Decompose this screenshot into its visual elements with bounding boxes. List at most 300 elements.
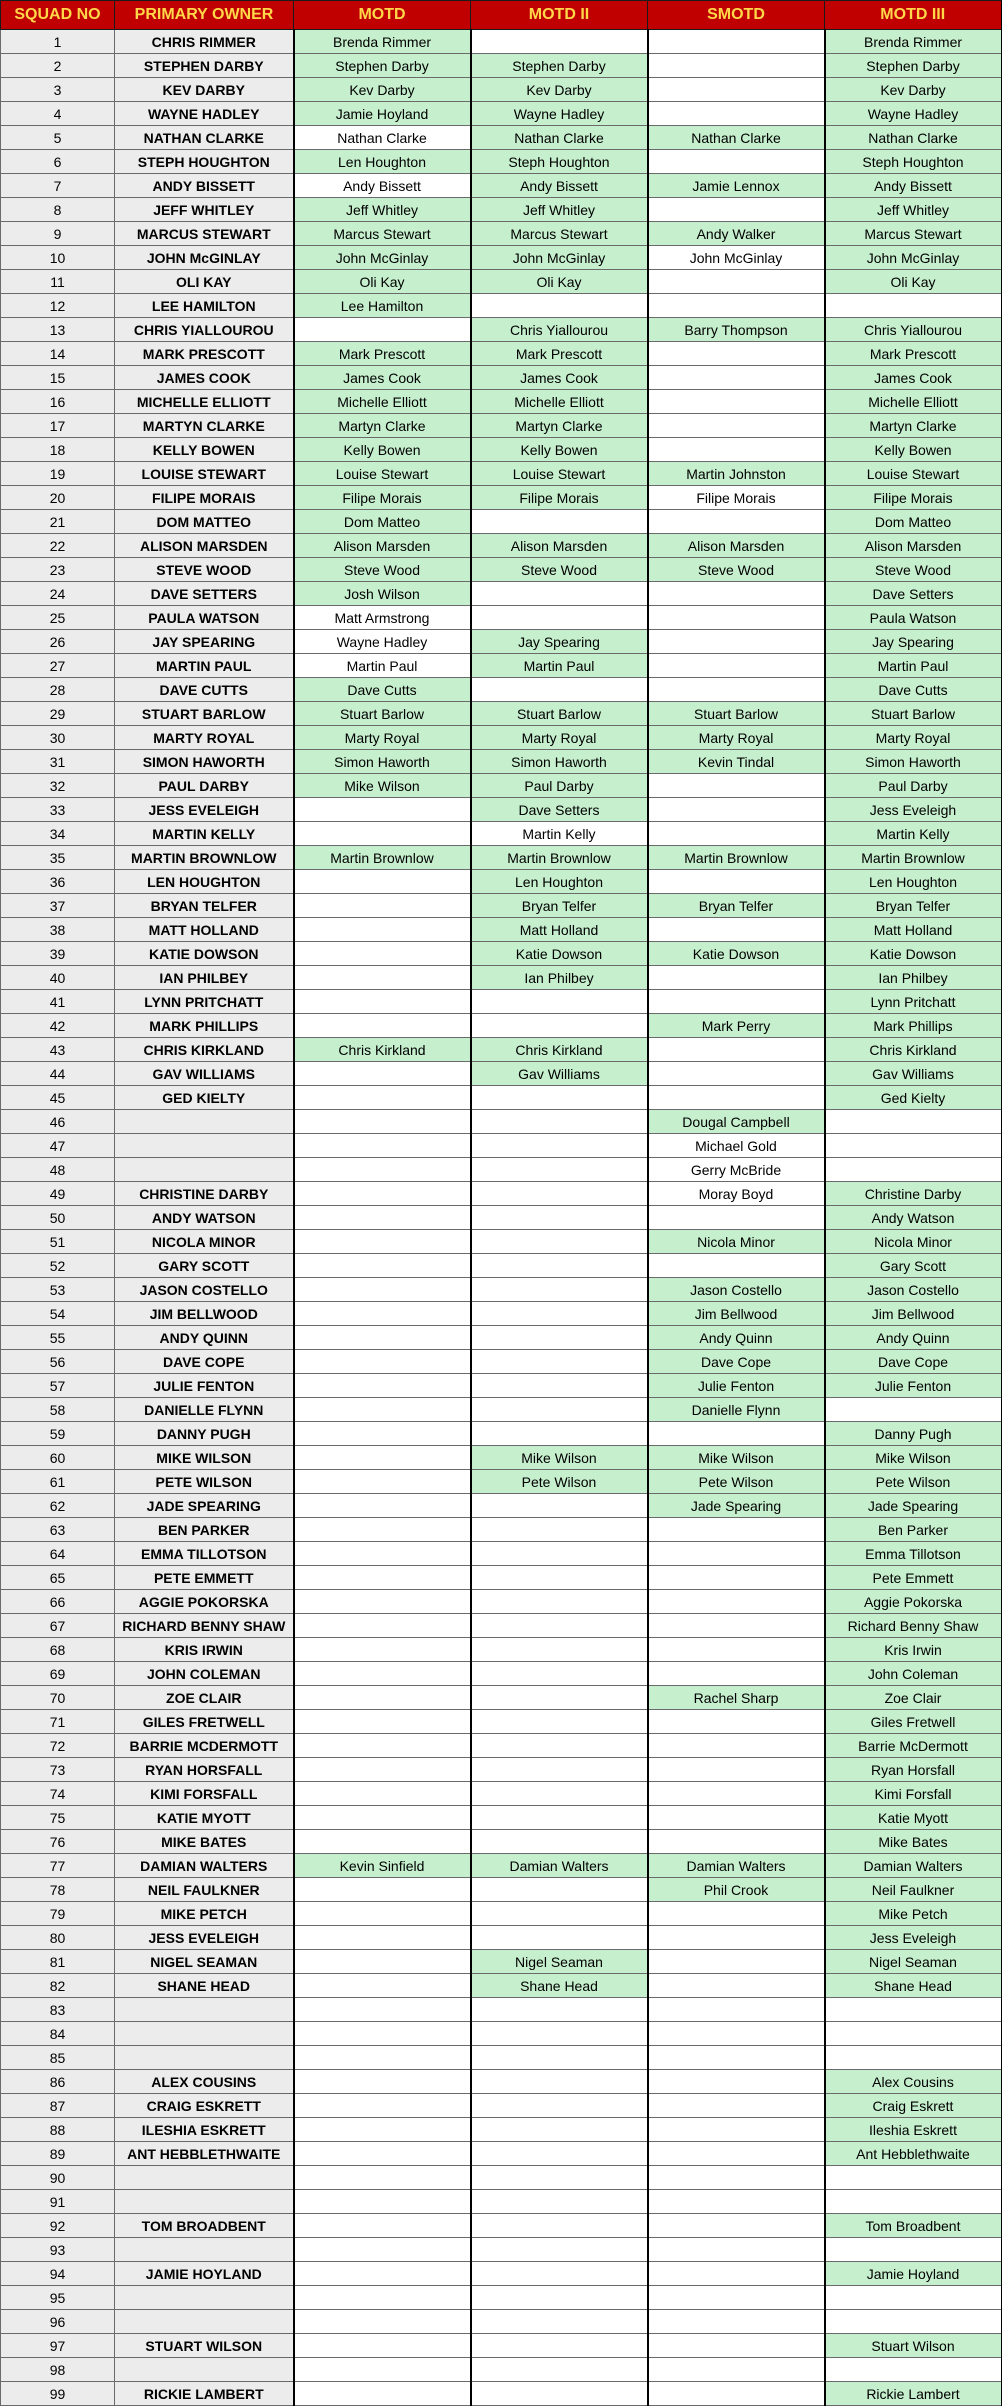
primary-owner-cell[interactable]: JULIE FENTON <box>115 1374 294 1398</box>
squad-no-cell[interactable]: 35 <box>1 846 115 870</box>
primary-owner-cell[interactable]: DOM MATTEO <box>115 510 294 534</box>
header-motd[interactable]: MOTD <box>294 1 471 30</box>
primary-owner-cell[interactable]: JAY SPEARING <box>115 630 294 654</box>
squad-no-cell[interactable]: 10 <box>1 246 115 270</box>
motd-iii-cell[interactable]: Matt Holland <box>825 918 1002 942</box>
primary-owner-cell[interactable]: STEVE WOOD <box>115 558 294 582</box>
motd-iii-cell[interactable]: Bryan Telfer <box>825 894 1002 918</box>
motd-iii-cell[interactable]: Nicola Minor <box>825 1230 1002 1254</box>
primary-owner-cell[interactable]: EMMA TILLOTSON <box>115 1542 294 1566</box>
squad-no-cell[interactable]: 46 <box>1 1110 115 1134</box>
squad-no-cell[interactable]: 48 <box>1 1158 115 1182</box>
motd-iii-cell[interactable] <box>825 2046 1002 2070</box>
motd-cell[interactable] <box>294 2046 471 2070</box>
primary-owner-cell[interactable]: BRYAN TELFER <box>115 894 294 918</box>
smotd-cell[interactable] <box>648 1590 825 1614</box>
motd-cell[interactable] <box>294 2238 471 2262</box>
squad-no-cell[interactable]: 28 <box>1 678 115 702</box>
motd-cell[interactable] <box>294 1878 471 1902</box>
smotd-cell[interactable]: Marty Royal <box>648 726 825 750</box>
primary-owner-cell[interactable]: JASON COSTELLO <box>115 1278 294 1302</box>
primary-owner-cell[interactable]: NIGEL SEAMAN <box>115 1950 294 1974</box>
smotd-cell[interactable] <box>648 1710 825 1734</box>
primary-owner-cell[interactable]: BEN PARKER <box>115 1518 294 1542</box>
motd-cell[interactable] <box>294 2382 471 2406</box>
motd-ii-cell[interactable] <box>471 2382 648 2406</box>
motd-cell[interactable]: Nathan Clarke <box>294 126 471 150</box>
motd-cell[interactable] <box>294 1326 471 1350</box>
motd-ii-cell[interactable]: Katie Dowson <box>471 942 648 966</box>
motd-ii-cell[interactable] <box>471 2286 648 2310</box>
motd-ii-cell[interactable] <box>471 1206 648 1230</box>
motd-iii-cell[interactable]: Barrie McDermott <box>825 1734 1002 1758</box>
motd-cell[interactable] <box>294 2094 471 2118</box>
motd-cell[interactable] <box>294 1182 471 1206</box>
motd-iii-cell[interactable] <box>825 2238 1002 2262</box>
squad-no-cell[interactable]: 42 <box>1 1014 115 1038</box>
motd-cell[interactable]: Kev Darby <box>294 78 471 102</box>
motd-iii-cell[interactable]: James Cook <box>825 366 1002 390</box>
motd-iii-cell[interactable]: Ryan Horsfall <box>825 1758 1002 1782</box>
motd-ii-cell[interactable]: Marcus Stewart <box>471 222 648 246</box>
smotd-cell[interactable]: Pete Wilson <box>648 1470 825 1494</box>
header-smotd[interactable]: SMOTD <box>648 1 825 30</box>
motd-cell[interactable] <box>294 1710 471 1734</box>
motd-cell[interactable] <box>294 990 471 1014</box>
motd-iii-cell[interactable]: Len Houghton <box>825 870 1002 894</box>
motd-ii-cell[interactable]: Filipe Morais <box>471 486 648 510</box>
smotd-cell[interactable] <box>648 2238 825 2262</box>
smotd-cell[interactable] <box>648 1062 825 1086</box>
squad-no-cell[interactable]: 60 <box>1 1446 115 1470</box>
primary-owner-cell[interactable]: MARTIN BROWNLOW <box>115 846 294 870</box>
squad-no-cell[interactable]: 83 <box>1 1998 115 2022</box>
primary-owner-cell[interactable]: STUART WILSON <box>115 2334 294 2358</box>
motd-ii-cell[interactable] <box>471 294 648 318</box>
squad-no-cell[interactable]: 85 <box>1 2046 115 2070</box>
smotd-cell[interactable] <box>648 1614 825 1638</box>
motd-iii-cell[interactable]: Martin Paul <box>825 654 1002 678</box>
smotd-cell[interactable]: Danielle Flynn <box>648 1398 825 1422</box>
motd-iii-cell[interactable]: Stuart Wilson <box>825 2334 1002 2358</box>
smotd-cell[interactable] <box>648 510 825 534</box>
smotd-cell[interactable] <box>648 1926 825 1950</box>
motd-iii-cell[interactable]: Dave Cutts <box>825 678 1002 702</box>
motd-cell[interactable]: Oli Kay <box>294 270 471 294</box>
smotd-cell[interactable] <box>648 1518 825 1542</box>
smotd-cell[interactable] <box>648 150 825 174</box>
primary-owner-cell[interactable]: OLI KAY <box>115 270 294 294</box>
motd-cell[interactable] <box>294 1062 471 1086</box>
primary-owner-cell[interactable]: LYNN PRITCHATT <box>115 990 294 1014</box>
motd-ii-cell[interactable] <box>471 1830 648 1854</box>
motd-cell[interactable] <box>294 894 471 918</box>
smotd-cell[interactable]: Katie Dowson <box>648 942 825 966</box>
motd-ii-cell[interactable] <box>471 1902 648 1926</box>
motd-ii-cell[interactable] <box>471 1686 648 1710</box>
motd-iii-cell[interactable]: Danny Pugh <box>825 1422 1002 1446</box>
squad-no-cell[interactable]: 88 <box>1 2118 115 2142</box>
motd-ii-cell[interactable] <box>471 2094 648 2118</box>
motd-cell[interactable]: Simon Haworth <box>294 750 471 774</box>
smotd-cell[interactable] <box>648 654 825 678</box>
smotd-cell[interactable]: Moray Boyd <box>648 1182 825 1206</box>
primary-owner-cell[interactable]: RYAN HORSFALL <box>115 1758 294 1782</box>
smotd-cell[interactable]: Michael Gold <box>648 1134 825 1158</box>
motd-iii-cell[interactable]: Steph Houghton <box>825 150 1002 174</box>
smotd-cell[interactable] <box>648 2310 825 2334</box>
smotd-cell[interactable] <box>648 78 825 102</box>
smotd-cell[interactable] <box>648 1734 825 1758</box>
squad-no-cell[interactable]: 64 <box>1 1542 115 1566</box>
motd-ii-cell[interactable] <box>471 2190 648 2214</box>
motd-ii-cell[interactable] <box>471 1230 648 1254</box>
motd-iii-cell[interactable]: Simon Haworth <box>825 750 1002 774</box>
primary-owner-cell[interactable]: MARCUS STEWART <box>115 222 294 246</box>
motd-cell[interactable]: Jamie Hoyland <box>294 102 471 126</box>
motd-ii-cell[interactable] <box>471 2142 648 2166</box>
motd-iii-cell[interactable]: Mark Prescott <box>825 342 1002 366</box>
motd-cell[interactable]: Kelly Bowen <box>294 438 471 462</box>
squad-no-cell[interactable]: 92 <box>1 2214 115 2238</box>
primary-owner-cell[interactable]: JAMIE HOYLAND <box>115 2262 294 2286</box>
motd-cell[interactable] <box>294 2118 471 2142</box>
motd-iii-cell[interactable]: Chris Kirkland <box>825 1038 1002 1062</box>
smotd-cell[interactable]: Damian Walters <box>648 1854 825 1878</box>
smotd-cell[interactable] <box>648 1950 825 1974</box>
motd-cell[interactable] <box>294 1470 471 1494</box>
motd-cell[interactable] <box>294 1374 471 1398</box>
squad-no-cell[interactable]: 58 <box>1 1398 115 1422</box>
motd-iii-cell[interactable]: Wayne Hadley <box>825 102 1002 126</box>
motd-cell[interactable] <box>294 1350 471 1374</box>
primary-owner-cell[interactable]: PETE EMMETT <box>115 1566 294 1590</box>
primary-owner-cell[interactable]: SHANE HEAD <box>115 1974 294 1998</box>
motd-ii-cell[interactable]: Stephen Darby <box>471 54 648 78</box>
motd-ii-cell[interactable]: Pete Wilson <box>471 1470 648 1494</box>
smotd-cell[interactable] <box>648 822 825 846</box>
motd-iii-cell[interactable]: Emma Tillotson <box>825 1542 1002 1566</box>
motd-cell[interactable] <box>294 1134 471 1158</box>
primary-owner-cell[interactable] <box>115 2166 294 2190</box>
primary-owner-cell[interactable]: NATHAN CLARKE <box>115 126 294 150</box>
primary-owner-cell[interactable]: GARY SCOTT <box>115 1254 294 1278</box>
motd-ii-cell[interactable]: Gav Williams <box>471 1062 648 1086</box>
primary-owner-cell[interactable]: RICKIE LAMBERT <box>115 2382 294 2406</box>
primary-owner-cell[interactable]: STEPH HOUGHTON <box>115 150 294 174</box>
motd-cell[interactable] <box>294 918 471 942</box>
motd-ii-cell[interactable] <box>471 1662 648 1686</box>
motd-ii-cell[interactable] <box>471 1278 648 1302</box>
motd-iii-cell[interactable]: Andy Bissett <box>825 174 1002 198</box>
squad-no-cell[interactable]: 74 <box>1 1782 115 1806</box>
motd-ii-cell[interactable] <box>471 2046 648 2070</box>
motd-ii-cell[interactable] <box>471 2070 648 2094</box>
smotd-cell[interactable] <box>648 366 825 390</box>
motd-cell[interactable]: Dom Matteo <box>294 510 471 534</box>
motd-cell[interactable]: Lee Hamilton <box>294 294 471 318</box>
motd-iii-cell[interactable]: Mark Phillips <box>825 1014 1002 1038</box>
primary-owner-cell[interactable]: PAUL DARBY <box>115 774 294 798</box>
motd-iii-cell[interactable]: Mike Petch <box>825 1902 1002 1926</box>
motd-iii-cell[interactable]: Jason Costello <box>825 1278 1002 1302</box>
primary-owner-cell[interactable]: PETE WILSON <box>115 1470 294 1494</box>
motd-iii-cell[interactable]: Richard Benny Shaw <box>825 1614 1002 1638</box>
smotd-cell[interactable] <box>648 2382 825 2406</box>
motd-cell[interactable]: Filipe Morais <box>294 486 471 510</box>
primary-owner-cell[interactable] <box>115 2238 294 2262</box>
squad-no-cell[interactable]: 63 <box>1 1518 115 1542</box>
motd-ii-cell[interactable]: Matt Holland <box>471 918 648 942</box>
motd-ii-cell[interactable]: Martin Kelly <box>471 822 648 846</box>
motd-ii-cell[interactable]: Ian Philbey <box>471 966 648 990</box>
smotd-cell[interactable]: Martin Johnston <box>648 462 825 486</box>
motd-iii-cell[interactable]: Steve Wood <box>825 558 1002 582</box>
squad-no-cell[interactable]: 17 <box>1 414 115 438</box>
motd-cell[interactable] <box>294 2190 471 2214</box>
motd-cell[interactable] <box>294 1638 471 1662</box>
motd-cell[interactable] <box>294 1494 471 1518</box>
motd-iii-cell[interactable] <box>825 294 1002 318</box>
motd-cell[interactable] <box>294 1446 471 1470</box>
motd-ii-cell[interactable]: John McGinlay <box>471 246 648 270</box>
primary-owner-cell[interactable]: GAV WILLIAMS <box>115 1062 294 1086</box>
primary-owner-cell[interactable]: JESS EVELEIGH <box>115 798 294 822</box>
squad-no-cell[interactable]: 75 <box>1 1806 115 1830</box>
motd-cell[interactable] <box>294 2286 471 2310</box>
motd-iii-cell[interactable]: Kelly Bowen <box>825 438 1002 462</box>
motd-cell[interactable] <box>294 2262 471 2286</box>
motd-cell[interactable] <box>294 1302 471 1326</box>
smotd-cell[interactable] <box>648 270 825 294</box>
primary-owner-cell[interactable]: DANNY PUGH <box>115 1422 294 1446</box>
primary-owner-cell[interactable]: KATIE DOWSON <box>115 942 294 966</box>
motd-cell[interactable] <box>294 966 471 990</box>
primary-owner-cell[interactable]: MIKE BATES <box>115 1830 294 1854</box>
squad-no-cell[interactable]: 49 <box>1 1182 115 1206</box>
smotd-cell[interactable] <box>648 2118 825 2142</box>
motd-ii-cell[interactable]: Oli Kay <box>471 270 648 294</box>
motd-iii-cell[interactable]: Filipe Morais <box>825 486 1002 510</box>
motd-ii-cell[interactable]: Kev Darby <box>471 78 648 102</box>
motd-ii-cell[interactable]: Shane Head <box>471 1974 648 1998</box>
primary-owner-cell[interactable]: CHRIS RIMMER <box>115 30 294 54</box>
motd-cell[interactable] <box>294 1206 471 1230</box>
squad-no-cell[interactable]: 31 <box>1 750 115 774</box>
motd-ii-cell[interactable] <box>471 2166 648 2190</box>
squad-no-cell[interactable]: 55 <box>1 1326 115 1350</box>
smotd-cell[interactable] <box>648 990 825 1014</box>
primary-owner-cell[interactable]: MATT HOLLAND <box>115 918 294 942</box>
squad-no-cell[interactable]: 82 <box>1 1974 115 1998</box>
smotd-cell[interactable] <box>648 774 825 798</box>
primary-owner-cell[interactable]: JAMES COOK <box>115 366 294 390</box>
smotd-cell[interactable]: Jamie Lennox <box>648 174 825 198</box>
primary-owner-cell[interactable] <box>115 1110 294 1134</box>
motd-cell[interactable]: Marcus Stewart <box>294 222 471 246</box>
motd-iii-cell[interactable] <box>825 2166 1002 2190</box>
smotd-cell[interactable]: Andy Quinn <box>648 1326 825 1350</box>
motd-cell[interactable]: Mike Wilson <box>294 774 471 798</box>
motd-ii-cell[interactable]: Jay Spearing <box>471 630 648 654</box>
motd-cell[interactable] <box>294 1614 471 1638</box>
motd-ii-cell[interactable]: Stuart Barlow <box>471 702 648 726</box>
motd-cell[interactable] <box>294 2310 471 2334</box>
motd-iii-cell[interactable]: Pete Emmett <box>825 1566 1002 1590</box>
smotd-cell[interactable] <box>648 1998 825 2022</box>
motd-ii-cell[interactable] <box>471 1494 648 1518</box>
smotd-cell[interactable]: Dave Cope <box>648 1350 825 1374</box>
motd-ii-cell[interactable] <box>471 1734 648 1758</box>
squad-no-cell[interactable]: 9 <box>1 222 115 246</box>
smotd-cell[interactable] <box>648 678 825 702</box>
motd-cell[interactable]: Mark Prescott <box>294 342 471 366</box>
motd-ii-cell[interactable]: Steve Wood <box>471 558 648 582</box>
motd-iii-cell[interactable]: Chris Yiallourou <box>825 318 1002 342</box>
motd-cell[interactable] <box>294 1902 471 1926</box>
primary-owner-cell[interactable] <box>115 1998 294 2022</box>
primary-owner-cell[interactable]: DANIELLE FLYNN <box>115 1398 294 1422</box>
motd-cell[interactable] <box>294 1086 471 1110</box>
squad-no-cell[interactable]: 14 <box>1 342 115 366</box>
motd-cell[interactable]: Wayne Hadley <box>294 630 471 654</box>
motd-iii-cell[interactable]: Stuart Barlow <box>825 702 1002 726</box>
motd-iii-cell[interactable]: Oli Kay <box>825 270 1002 294</box>
motd-iii-cell[interactable] <box>825 1998 1002 2022</box>
squad-no-cell[interactable]: 30 <box>1 726 115 750</box>
primary-owner-cell[interactable] <box>115 2358 294 2382</box>
squad-no-cell[interactable]: 33 <box>1 798 115 822</box>
motd-ii-cell[interactable]: Mark Prescott <box>471 342 648 366</box>
primary-owner-cell[interactable]: JOHN McGINLAY <box>115 246 294 270</box>
squad-no-cell[interactable]: 52 <box>1 1254 115 1278</box>
motd-cell[interactable] <box>294 1398 471 1422</box>
motd-ii-cell[interactable]: Bryan Telfer <box>471 894 648 918</box>
motd-iii-cell[interactable]: Stephen Darby <box>825 54 1002 78</box>
motd-iii-cell[interactable]: Gary Scott <box>825 1254 1002 1278</box>
smotd-cell[interactable] <box>648 414 825 438</box>
primary-owner-cell[interactable]: MARTIN KELLY <box>115 822 294 846</box>
squad-no-cell[interactable]: 57 <box>1 1374 115 1398</box>
squad-no-cell[interactable]: 98 <box>1 2358 115 2382</box>
squad-no-cell[interactable]: 62 <box>1 1494 115 1518</box>
motd-ii-cell[interactable] <box>471 1998 648 2022</box>
header-squad-no[interactable]: SQUAD NO <box>1 1 115 30</box>
motd-iii-cell[interactable]: Lynn Pritchatt <box>825 990 1002 1014</box>
squad-no-cell[interactable]: 39 <box>1 942 115 966</box>
motd-iii-cell[interactable]: Nigel Seaman <box>825 1950 1002 1974</box>
motd-cell[interactable] <box>294 2070 471 2094</box>
motd-cell[interactable] <box>294 1110 471 1134</box>
motd-iii-cell[interactable]: Marcus Stewart <box>825 222 1002 246</box>
motd-iii-cell[interactable]: Ant Hebblethwaite <box>825 2142 1002 2166</box>
primary-owner-cell[interactable]: NICOLA MINOR <box>115 1230 294 1254</box>
smotd-cell[interactable] <box>648 1254 825 1278</box>
smotd-cell[interactable]: Gerry McBride <box>648 1158 825 1182</box>
smotd-cell[interactable] <box>648 606 825 630</box>
motd-iii-cell[interactable]: John Coleman <box>825 1662 1002 1686</box>
motd-ii-cell[interactable] <box>471 1134 648 1158</box>
motd-iii-cell[interactable]: Jade Spearing <box>825 1494 1002 1518</box>
motd-iii-cell[interactable]: Andy Watson <box>825 1206 1002 1230</box>
motd-cell[interactable] <box>294 1422 471 1446</box>
motd-ii-cell[interactable] <box>471 1182 648 1206</box>
motd-ii-cell[interactable]: Simon Haworth <box>471 750 648 774</box>
motd-iii-cell[interactable]: Kris Irwin <box>825 1638 1002 1662</box>
primary-owner-cell[interactable]: JOHN COLEMAN <box>115 1662 294 1686</box>
squad-no-cell[interactable]: 93 <box>1 2238 115 2262</box>
motd-iii-cell[interactable]: Kev Darby <box>825 78 1002 102</box>
smotd-cell[interactable]: Jason Costello <box>648 1278 825 1302</box>
squad-no-cell[interactable]: 7 <box>1 174 115 198</box>
squad-no-cell[interactable]: 97 <box>1 2334 115 2358</box>
motd-cell[interactable] <box>294 2166 471 2190</box>
primary-owner-cell[interactable]: AGGIE POKORSKA <box>115 1590 294 1614</box>
motd-cell[interactable] <box>294 1686 471 1710</box>
primary-owner-cell[interactable]: WAYNE HADLEY <box>115 102 294 126</box>
squad-no-cell[interactable]: 61 <box>1 1470 115 1494</box>
motd-ii-cell[interactable] <box>471 1878 648 1902</box>
smotd-cell[interactable] <box>648 798 825 822</box>
primary-owner-cell[interactable]: IAN PHILBEY <box>115 966 294 990</box>
primary-owner-cell[interactable]: MARK PRESCOTT <box>115 342 294 366</box>
motd-cell[interactable]: Martin Paul <box>294 654 471 678</box>
squad-no-cell[interactable]: 1 <box>1 30 115 54</box>
motd-cell[interactable]: Kevin Sinfield <box>294 1854 471 1878</box>
motd-cell[interactable] <box>294 798 471 822</box>
primary-owner-cell[interactable]: ANDY QUINN <box>115 1326 294 1350</box>
smotd-cell[interactable] <box>648 1782 825 1806</box>
motd-ii-cell[interactable]: Kelly Bowen <box>471 438 648 462</box>
primary-owner-cell[interactable]: KATIE MYOTT <box>115 1806 294 1830</box>
smotd-cell[interactable] <box>648 1566 825 1590</box>
squad-no-cell[interactable]: 29 <box>1 702 115 726</box>
primary-owner-cell[interactable]: ILESHIA ESKRETT <box>115 2118 294 2142</box>
squad-no-cell[interactable]: 99 <box>1 2382 115 2406</box>
smotd-cell[interactable] <box>648 1806 825 1830</box>
motd-iii-cell[interactable]: Jess Eveleigh <box>825 1926 1002 1950</box>
squad-no-cell[interactable]: 78 <box>1 1878 115 1902</box>
motd-iii-cell[interactable]: Christine Darby <box>825 1182 1002 1206</box>
smotd-cell[interactable] <box>648 1974 825 1998</box>
motd-iii-cell[interactable]: Katie Dowson <box>825 942 1002 966</box>
motd-cell[interactable] <box>294 1566 471 1590</box>
motd-iii-cell[interactable]: Ian Philbey <box>825 966 1002 990</box>
motd-cell[interactable]: Martyn Clarke <box>294 414 471 438</box>
primary-owner-cell[interactable]: JIM BELLWOOD <box>115 1302 294 1326</box>
motd-cell[interactable] <box>294 2214 471 2238</box>
smotd-cell[interactable] <box>648 2022 825 2046</box>
squad-no-cell[interactable]: 37 <box>1 894 115 918</box>
squad-no-cell[interactable]: 70 <box>1 1686 115 1710</box>
motd-iii-cell[interactable]: Jim Bellwood <box>825 1302 1002 1326</box>
smotd-cell[interactable] <box>648 198 825 222</box>
motd-ii-cell[interactable]: Martin Brownlow <box>471 846 648 870</box>
primary-owner-cell[interactable]: FILIPE MORAIS <box>115 486 294 510</box>
squad-no-cell[interactable]: 6 <box>1 150 115 174</box>
primary-owner-cell[interactable]: JEFF WHITLEY <box>115 198 294 222</box>
motd-iii-cell[interactable]: Mike Bates <box>825 1830 1002 1854</box>
primary-owner-cell[interactable]: KRIS IRWIN <box>115 1638 294 1662</box>
squad-no-cell[interactable]: 53 <box>1 1278 115 1302</box>
motd-iii-cell[interactable] <box>825 2310 1002 2334</box>
motd-cell[interactable] <box>294 1014 471 1038</box>
motd-ii-cell[interactable] <box>471 582 648 606</box>
primary-owner-cell[interactable]: STUART BARLOW <box>115 702 294 726</box>
motd-ii-cell[interactable] <box>471 1110 648 1134</box>
squad-no-cell[interactable]: 76 <box>1 1830 115 1854</box>
smotd-cell[interactable]: Filipe Morais <box>648 486 825 510</box>
